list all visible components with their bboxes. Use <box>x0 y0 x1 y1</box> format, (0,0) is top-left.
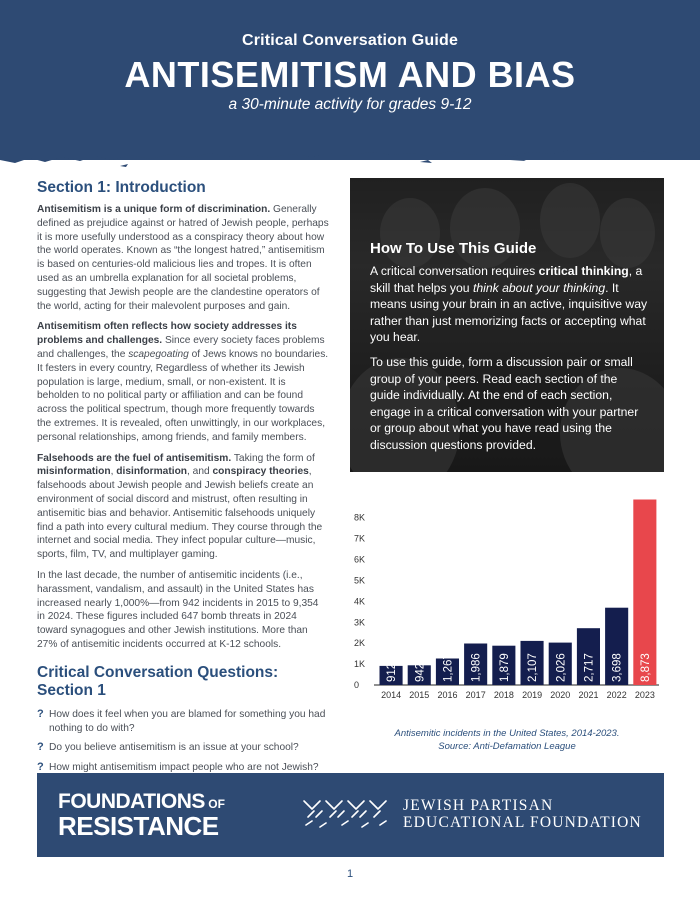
x-tick-label: 2017 <box>465 690 486 700</box>
separator-text: , and <box>187 466 213 478</box>
question-mark-icon: ? <box>37 761 44 774</box>
x-tick-label: 2019 <box>522 690 543 700</box>
emphasis-text: scapegoating <box>128 348 189 360</box>
x-tick-label: 2014 <box>381 690 402 700</box>
bar-value-label: 942 <box>414 662 427 682</box>
separator-text: , <box>110 466 117 478</box>
question-text: How might antisemitism impact people who are not Jewish? <box>49 762 319 774</box>
paragraph-text: Since every society faces problems and challenges, the <box>37 335 325 360</box>
footer-banner <box>37 773 664 857</box>
x-tick-label: 2020 <box>550 690 571 700</box>
bar-value-label: 912 <box>386 662 399 682</box>
bar-value-label: 2,107 <box>527 653 540 682</box>
guide-photo-box <box>350 178 664 472</box>
y-tick-label: 0 <box>354 680 360 690</box>
intro-paragraph-1 <box>37 203 329 313</box>
intro-paragraph-4: In the last decade, the number of antisemitic incidents (i.e., harassment, vandalism, and assault) in the United States has increased nearly 1,000%—from 942 incidents in 2015 to 9,354 in 2024. These figures included 647 bomb threats in 2024 toward synagogues and other Jewish institutions. More than 27% of antisemitic incidents occurred at K-12 schools. <box>37 569 319 650</box>
y-tick-label: 4K <box>354 596 366 607</box>
question-text: How does it feel when you are blamed for something you had nothing to do with? <box>49 708 326 734</box>
logo-word: OF <box>204 797 225 811</box>
x-tick-label: 2018 <box>493 690 514 700</box>
x-tick-label: 2022 <box>606 690 627 700</box>
y-tick-label: 6K <box>354 554 366 565</box>
term-conspiracy: conspiracy theories <box>212 466 309 478</box>
header-kicker: Critical Conversation Guide <box>241 32 459 49</box>
questions-list <box>37 708 329 775</box>
jpef-name <box>403 797 642 831</box>
paragraph-text: of Jews knows no boundaries. It festers in every country, Regardless of whether its Jewish population is large, medium, small, or non-existent. It is beholden to no political party or affiliation and can be found across the political spectrum, though more frequently towards the extremes. It is revealed, often unwittingly, in our workplaces, personal relationships, among friends, and family members. <box>37 348 329 443</box>
logo-word: FOUNDATIONS <box>58 790 205 813</box>
y-tick-label: 2K <box>354 638 366 649</box>
bar-value-label: 2,717 <box>583 653 596 682</box>
paragraph-lead: Antisemitism often reflects how society addresses its problems and challenges. <box>37 321 297 347</box>
guide-text: A critical conversation requires <box>370 264 539 278</box>
guide-heading: How To Use This Guide <box>370 240 537 257</box>
bar-value-label: 3,698 <box>611 653 624 682</box>
term-disinformation: disinformation <box>116 466 188 478</box>
x-tick-label: 2016 <box>437 690 458 700</box>
chart-caption <box>350 727 664 753</box>
x-tick-label: 2021 <box>578 690 599 700</box>
guide-italic: think about your thinking <box>472 280 606 295</box>
left-column <box>37 179 329 781</box>
y-tick-label: 8K <box>354 512 366 523</box>
question-mark-icon: ? <box>37 741 44 754</box>
question-item <box>37 741 329 755</box>
guide-paragraph-1 <box>370 263 650 346</box>
page-subtitle: a 30-minute activity for grades 9-12 <box>228 96 472 113</box>
intro-paragraph-2 <box>37 320 329 444</box>
incidents-bar-chart <box>350 493 664 713</box>
jpef-line: JEWISH PARTISAN <box>403 797 554 814</box>
x-tick-label: 2015 <box>409 690 430 700</box>
guide-bold: critical thinking <box>538 264 629 278</box>
caption-line: Antisemitic incidents in the United States, 2014-2023. <box>394 728 620 739</box>
x-tick-label: 2023 <box>634 690 655 700</box>
y-tick-label: 3K <box>354 617 366 628</box>
logo-word: RESISTANCE <box>58 811 219 841</box>
foundations-logo <box>58 790 225 841</box>
bar-value-label: 1,879 <box>498 653 511 682</box>
question-mark-icon: ? <box>37 707 44 720</box>
y-tick-label: 5K <box>354 575 366 586</box>
guide-text: . It means using your brain in an active, inquisitive way rather than just memorizing facts or accepting what you hear. <box>370 280 648 345</box>
paragraph-text: Generally defined as prejudice against or hatred of Jewish people, perhaps it is more usefully understood as a conspiracy theory about how the world operates. Known as “the longest hatred,” antisemitism is based on centuries-old malicious lies and tropes. It is often used as an umbrella explanation for all societal problems, suggesting that Jewish people are the clandestine operators of the world, acting for their malevolent purposes and gain. <box>37 204 329 312</box>
questions-heading: Critical Conversation Questions: Section 1 <box>37 663 279 699</box>
paragraph-text: , falsehoods about Jewish people and Jewish beliefs create an environment of social discord and mistrust, often resulting in antisemitic bias and behavior. Antisemitic falsehoods uniquely find a path into every cultural medium. They course through the internet and social media. They infect popular culture—music, sports, film, TV, and multiplayer gaming. <box>37 466 323 561</box>
paragraph-text: Taking the form of <box>231 452 315 464</box>
bar-value-label: 8,873 <box>639 653 652 682</box>
jpef-logo-icon <box>302 797 390 831</box>
guide-paragraph-2: To use this guide, form a discussion pair or small group of your peers. Read each section of the guide individually. At the end of each section, engage in a critical conversation with your partner or group about what you have read using the discussion questions provided. <box>370 354 639 452</box>
y-tick-label: 1K <box>354 659 366 670</box>
torn-paper-edge <box>0 138 700 174</box>
question-item <box>37 708 329 736</box>
section-heading: Section 1: Introduction <box>37 179 206 196</box>
bar-value-label: 2,026 <box>555 653 568 682</box>
caption-source: Source: Anti-Defamation League <box>438 741 576 752</box>
bar-value-label: 1,986 <box>470 653 483 682</box>
header-banner <box>0 0 700 160</box>
jpef-line: EDUCATIONAL FOUNDATION <box>403 814 642 831</box>
guide-text: , a skill that helps you <box>370 264 643 295</box>
term-misinformation: misinformation <box>37 466 111 478</box>
y-tick-label: 7K <box>354 533 366 544</box>
intro-paragraph-3 <box>37 452 329 562</box>
guide-content <box>370 240 650 462</box>
page-title: ANTISEMITISM AND BIAS <box>124 54 576 95</box>
paragraph-lead: Falsehoods are the fuel of antisemitism. <box>37 452 232 464</box>
question-text: Do you believe antisemitism is an issue at your school? <box>49 742 299 754</box>
bar-value-label: 1,267 <box>442 653 455 682</box>
page-number: 1 <box>346 868 354 880</box>
paragraph-lead: Antisemitism is a unique form of discrimination. <box>37 204 271 215</box>
